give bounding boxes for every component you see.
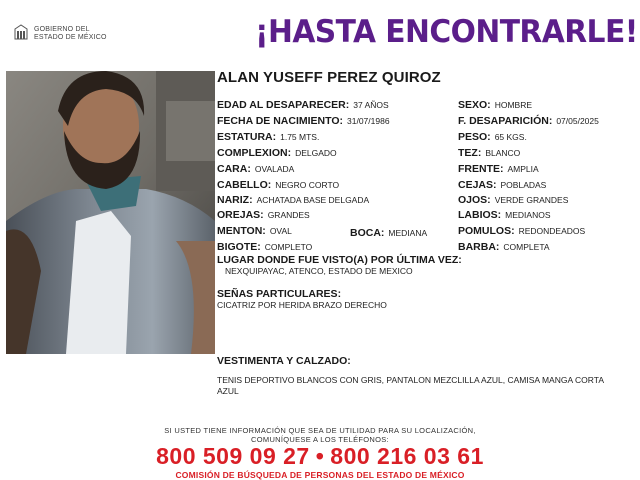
field-label: ESTATURA: — [217, 131, 277, 143]
field-label: POMULOS: — [458, 225, 515, 237]
field-value: BLANCO — [485, 148, 521, 158]
field-value: ACHATADA BASE DELGADA — [256, 195, 370, 205]
last-seen-label: LUGAR DONDE FUE VISTO(A) POR ÚLTIMA VEZ: — [217, 254, 462, 266]
contact-info-line-2: COMUNÍQUESE A LOS TELÉFONOS: — [251, 435, 389, 444]
field-boca — [350, 223, 427, 241]
field-value: POBLADAS — [500, 180, 547, 190]
field-value: REDONDEADOS — [518, 226, 586, 236]
field-label: FECHA DE NACIMIENTO: — [217, 115, 343, 127]
clothing-value: TENIS DEPORTIVO BLANCOS CON GRIS, PANTALON MEZCLILLA AZUL, CAMISA MANGA CORTA AZUL — [217, 375, 604, 396]
field-value: NEGRO CORTO — [275, 180, 340, 190]
logo-line-2: ESTADO DE MÉXICO — [34, 34, 107, 41]
logo-line-1: GOBIERNO DEL — [34, 26, 90, 33]
field-value: DELGADO — [295, 148, 337, 158]
missing-person-photo — [6, 71, 215, 354]
field-value: AMPLIA — [507, 164, 539, 174]
field-value: 07/05/2025 — [556, 116, 599, 126]
clothing-section — [217, 355, 627, 397]
field-label: BARBA: — [458, 241, 500, 253]
field-label: CARA: — [217, 163, 251, 175]
contact-info — [0, 426, 640, 444]
field-value: COMPLETO — [264, 242, 313, 252]
field-label: CABELLO: — [217, 179, 272, 191]
field-value: 31/07/1986 — [347, 116, 390, 126]
clothing-label: VESTIMENTA Y CALZADO: — [217, 355, 351, 367]
field-label: SEXO: — [458, 99, 491, 111]
distinguishing-marks-section — [217, 288, 387, 310]
headline: ¡HASTA ENCONTRARLE! — [255, 14, 638, 50]
last-seen-value: NEXQUIPAYAC, ATENCO, ESTADO DE MEXICO — [225, 266, 413, 276]
field-value: HOMBRE — [494, 100, 532, 110]
field-label: MENTON: — [217, 225, 266, 237]
field-value: GRANDES — [267, 210, 310, 220]
field-bigote — [217, 237, 312, 255]
distinguishing-marks-value: CICATRIZ POR HERIDA BRAZO DERECHO — [217, 300, 387, 310]
contact-info-line-1: SI USTED TIENE INFORMACIÓN QUE SEA DE UTILIDAD PARA SU LOCALIZACIÓN, — [164, 426, 476, 435]
field-label: OJOS: — [458, 194, 491, 206]
state-government-logo — [14, 24, 28, 40]
phone-numbers — [0, 443, 640, 470]
field-label: FRENTE: — [458, 163, 504, 175]
field-value: 65 KGS. — [494, 132, 527, 142]
field-label: EDAD AL DESAPARECER: — [217, 99, 350, 111]
field-label: TEZ: — [458, 147, 482, 159]
field-label: NARIZ: — [217, 194, 253, 206]
field-value: MEDIANA — [388, 228, 428, 238]
field-value: 37 AÑOS — [353, 100, 389, 110]
field-value: 1.75 MTS. — [280, 132, 320, 142]
separator-dot: • — [315, 443, 325, 469]
last-seen-section — [217, 254, 462, 276]
field-value: COMPLETA — [503, 242, 550, 252]
field-label: CEJAS: — [458, 179, 497, 191]
field-label: BIGOTE: — [217, 241, 261, 253]
field-value: MEDIANOS — [505, 210, 551, 220]
logo-text — [34, 26, 107, 42]
phone-number-1[interactable]: 800 509 09 27 — [156, 443, 310, 469]
field-label: LABIOS: — [458, 209, 502, 221]
field-label: PESO: — [458, 131, 491, 143]
distinguishing-marks-label: SEÑAS PARTICULARES: — [217, 288, 342, 300]
field-value: VERDE GRANDES — [494, 195, 569, 205]
field-value: OVAL — [269, 226, 292, 236]
field-value: OVALADA — [254, 164, 295, 174]
phone-number-2[interactable]: 800 216 03 61 — [330, 443, 484, 469]
field-label: F. DESAPARICIÓN: — [458, 115, 553, 127]
field-label: COMPLEXION: — [217, 147, 292, 159]
commission-name: COMISIÓN DE BÚSQUEDA DE PERSONAS DEL ESTADO DE MÉXICO — [175, 470, 465, 480]
field-barba — [458, 237, 550, 255]
field-label: BOCA: — [350, 227, 385, 239]
person-name: ALAN YUSEFF PEREZ QUIROZ — [217, 69, 441, 86]
field-label: OREJAS: — [217, 209, 264, 221]
